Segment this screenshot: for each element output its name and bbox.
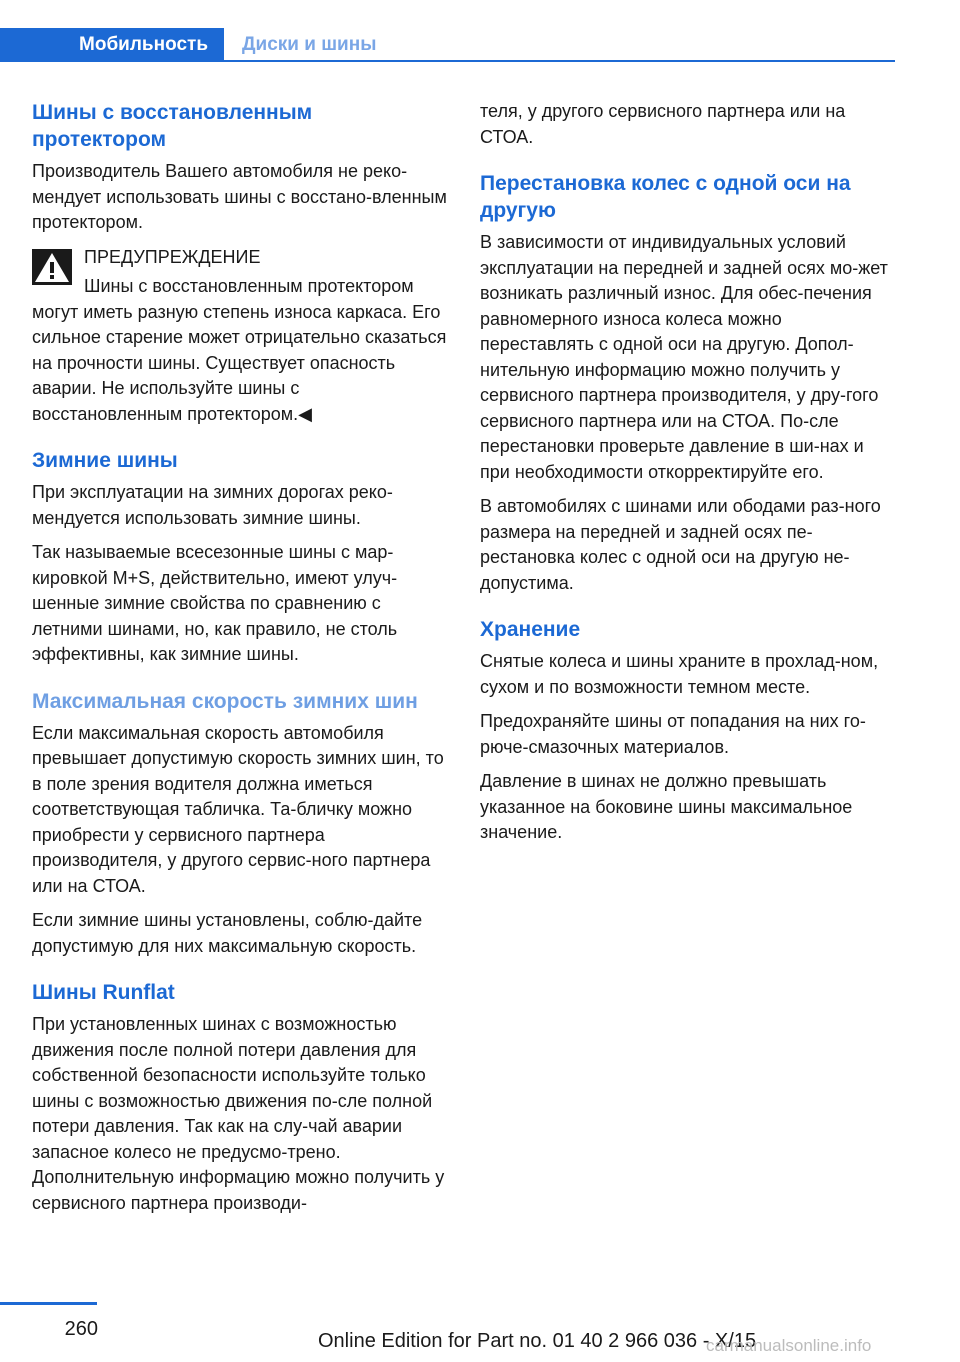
header-rule (224, 60, 895, 62)
edition-note: Online Edition for Part no. 01 40 2 966 036 - X/15 (318, 1330, 757, 1352)
maxspeed-paragraph-1: Если максимальная скорость автомобиля превышает допустимую скорость зимних шин, то в поле зрения водителя должна иметься соответствующая табличка. Та‐бличку можно приобрести у сервисного партнера производителя, у другого сервис‐ного партнера или на СТОА. (32, 722, 444, 896)
rotation-paragraph-2: В автомобилях с шинами или ободами раз‐ного размера на передней и задней осях пе‐рестановка колес с одной оси на другую не‐допустима. (480, 496, 881, 593)
page-header (0, 28, 895, 62)
footer-rule (0, 1302, 97, 1305)
storage-paragraph-2: Предохраняйте шины от попадания на них го‐рюче-смазочных материалов. (480, 711, 866, 757)
right-column (480, 99, 896, 855)
rotation-heading: Перестановка колес с одной оси на другую (480, 172, 851, 222)
section-tab: Мобильность (0, 28, 224, 62)
warning-text: Шины с восстановленным протектором могут иметь разную степень износа каркаса. Его сильное старение может отрицательно сказаться на прочности шины. Существует опасность аварии. Не используйте шины с восстановленным протектором.◀ (32, 276, 447, 424)
winter-heading: Зимние шины (32, 449, 178, 472)
maxspeed-heading: Максимальная скорость зимних шин (32, 689, 418, 713)
page-number: 260 (64, 1318, 98, 1340)
rotation-paragraph-1: В зависимости от индивидуальных условий эксплуатации на передней и задней осях мо‐жет возникать различный износ. Для обес‐печения равномерного износа колеса можно переставлять с одной оси на другую. Допол‐нительную информацию можно получить у сервисного партнера производителя, у дру‐гого сервисного партнера или на СТОА. По‐сле перестановки проверьте давление в ши‐нах и при необходимости откорректируйте его. (480, 232, 888, 482)
runflat-continued: теля, у другого сервисного партнера или на СТОА. (480, 101, 846, 147)
warning-triangle-icon (32, 249, 72, 285)
warning-block (32, 245, 448, 428)
runflat-paragraph: При установленных шинах с возможностью движения после полной потери давления для собственной безопасности используйте только шины с возможностью движения по‐сле полной потери давления. Так как на слу‐чай аварии запасное колесо не предусмо‐трено. Дополнительную информацию можно получить у сервисного партнера производи‐ (32, 1014, 445, 1213)
retread-text: Производитель Вашего автомобиля не реко‐мендует использовать шины с восстано‐вленным протектором. (32, 161, 447, 232)
left-column (32, 99, 448, 1225)
subsection-tab: Диски и шины (242, 34, 377, 55)
warning-heading: ПРЕДУПРЕЖДЕНИЕ (84, 246, 261, 267)
winter-paragraph-1: При эксплуатации на зимних дорогах реко‐мендуется использовать зимние шины. (32, 482, 393, 528)
runflat-heading: Шины Runflat (32, 981, 175, 1004)
storage-paragraph-1: Снятые колеса и шины храните в прохлад‐ном, сухом и по возможности темном месте. (480, 651, 879, 697)
storage-heading: Хранение (480, 618, 581, 641)
retread-heading: Шины с восстановленным протектором (32, 101, 313, 151)
maxspeed-paragraph-2: Если зимние шины установлены, соблю‐дайте допустимую для них максимальную скорость. (32, 910, 423, 956)
watermark: carmanualsonline.info (706, 1336, 872, 1355)
storage-paragraph-3: Давление в шинах не должно превышать указанное на боковине шины максимальное значение. (480, 771, 853, 842)
winter-paragraph-2: Так называемые всесезонные шины с мар‐кировкой M+S, действительно, имеют улуч‐шенные зимние свойства по сравнению с летними шинами, но, как правило, не столь эффективны, как зимние шины. (32, 542, 398, 664)
